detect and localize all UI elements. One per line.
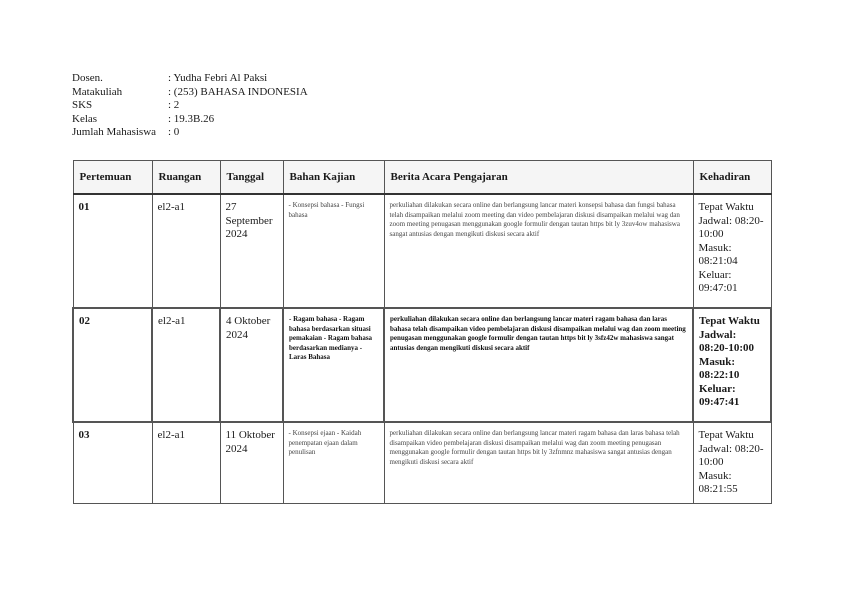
cell-tanggal: 4 Oktober 2024 [220, 308, 283, 422]
dosen-label: Dosen. [72, 72, 103, 84]
attendance-in: Masuk: 08:22:10 [699, 355, 740, 381]
cell-berita-acara: perkuliahan dilakukan secara online dan berlangsung lancar materi ragam bahasa dan laras bahasa telah disampaikan video pembelajaran diskusi disampaikan melalui wag dan zoom meeting penugasan menggunakan google formulir dengan tautan https bit ly 3zfnmnz mahasiswa sangat antusias dengan mengikuti diskusi secara aktif [384, 422, 693, 504]
cell-pertemuan: 01 [73, 194, 152, 308]
cell-ruangan: el2-a1 [152, 194, 220, 308]
cell-tanggal: 11 Oktober 2024 [220, 422, 283, 504]
attendance-status: Tepat Waktu [699, 315, 760, 327]
attendance-out: Keluar: 09:47:01 [698, 268, 738, 294]
header-bahan-kajian: Bahan Kajian [283, 161, 384, 195]
cell-pertemuan: 02 [73, 308, 152, 422]
kelas-label: Kelas [72, 112, 98, 125]
cell-berita-acara: perkuliahan dilakukan secara online dan berlangsung lancar materi ragam bahasa dan laras bahasa telah disampaikan video pembelajaran diskusi disampaikan melalui wag dan zoom meeting penugasan menggunakan google formulir dengan tautan https bit ly 3sfz42w mahasiswa sangat antusias dengan mengikuti diskusi secara aktif [384, 308, 693, 422]
cell-berita-acara: perkuliahan dilakukan secara online dan berlangsung lancar materi konsepsi bahasa dan fungsi bahasa telah disampaikan melalui zoom meeting dan video pembelajaran diskusi disampaikan melalui wag dan zoom meeting penugasan menggunakan google formulir dengan tautan https bit ly 3zuv4ow mahasiswa sangat antusias dengan mengikuti diskusi secara aktif [384, 194, 693, 308]
attendance-status: Tepat Waktu [698, 201, 754, 213]
matakuliah-label: Matakuliah [72, 85, 123, 98]
header-kehadiran: Kehadiran [693, 161, 771, 195]
header-pertemuan: Pertemuan [73, 161, 152, 195]
header-tanggal: Tanggal [220, 161, 283, 195]
kelas-value: : 19.3B.26 [168, 112, 215, 125]
matakuliah-value: : (253) BAHASA INDONESIA [168, 85, 308, 98]
attendance-schedule: Jadwal: 08:20-10:00 [698, 442, 764, 468]
cell-tanggal: 27 September 2024 [220, 194, 283, 308]
attendance-schedule: Jadwal: 08:20-10:00 [699, 328, 754, 354]
cell-pertemuan: 03 [73, 422, 152, 504]
table-header [73, 161, 771, 195]
sks-value: : 2 [168, 99, 180, 112]
header-berita-acara: Berita Acara Pengajaran [384, 161, 693, 195]
jumlah-value: : 0 [168, 126, 180, 139]
info-jumlah [72, 126, 308, 140]
attendance-in: Masuk: 08:21:04 [698, 241, 738, 267]
info-sks [72, 99, 308, 113]
info-matakuliah [72, 86, 308, 100]
jumlah-label: Jumlah Mahasiswa [72, 126, 157, 139]
info-dosen [72, 72, 308, 86]
table-row [73, 308, 771, 422]
dosen-value: : Yudha Febri Al Paksi [168, 72, 268, 84]
attendance-status: Tepat Waktu [698, 429, 754, 441]
header-ruangan: Ruangan [152, 161, 220, 195]
attendance-in: Masuk: 08:21:55 [698, 469, 738, 495]
attendance-schedule: Jadwal: 08:20-10:00 [698, 214, 764, 240]
attendance-out: Keluar: 09:47:41 [699, 382, 740, 408]
cell-bahan-kajian: - Konsepsi bahasa - Fungsi bahasa [283, 194, 384, 308]
course-info [72, 72, 308, 140]
cell-kehadiran [693, 194, 771, 308]
table-row [73, 194, 771, 308]
cell-kehadiran [693, 422, 771, 504]
table-row [73, 422, 771, 504]
attendance-table [72, 160, 772, 504]
cell-bahan-kajian: - Konsepsi ejaan - Kaidah penempatan ejaan dalam penulisan [283, 422, 384, 504]
sks-label: SKS [72, 99, 93, 112]
cell-ruangan: el2-a1 [152, 308, 220, 422]
cell-bahan-kajian: - Ragam bahasa - Ragam bahasa berdasarkan situasi pemakaian - Ragam bahasa berdasarkan medianya - Laras Bahasa [283, 308, 384, 422]
cell-kehadiran [693, 308, 771, 422]
cell-ruangan: el2-a1 [152, 422, 220, 504]
info-kelas [72, 113, 308, 127]
